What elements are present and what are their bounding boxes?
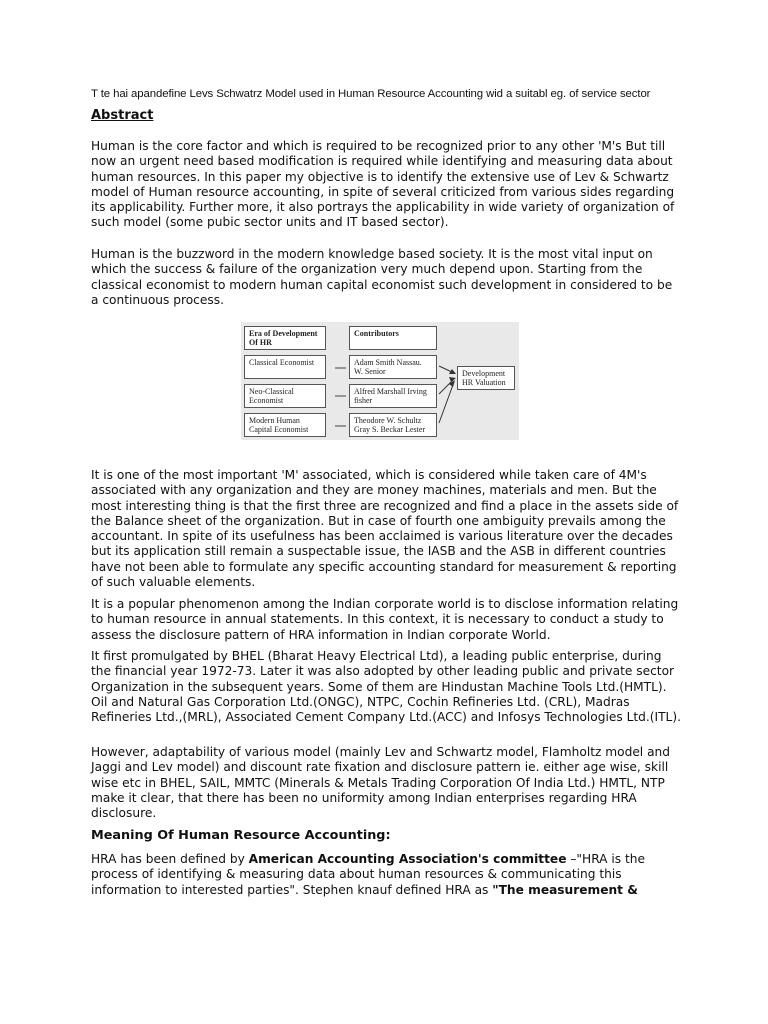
contributor-neo-classical: Alfred Marshall Irving fisher	[349, 384, 437, 408]
contributors-header: Contributors	[349, 326, 437, 350]
definition-prefix: HRA has been defined by	[91, 852, 249, 866]
definition-end: "The measurement &	[492, 882, 638, 897]
paragraph-1: Human is the core factor and which is required to be recognized prior to any other 'M's But till now an urgent need based modification is required while identifying and measuring data about human resources. In this paper my objective is to identify the extensive use of Lev & Schwartz model of Human resource accounting, in spite of several criticized from various sides regarding its applicability. Further more, it also portrays the applicability in wide variety of organization of such model (some pubic sector units and IT based sector).	[91, 139, 675, 230]
era-neo-classical: Neo-Classical Economist	[244, 384, 326, 408]
result-hr-valuation: Development HR Valuation	[457, 366, 515, 390]
contributor-classical: Adam Smith Nassau. W. Senior	[349, 355, 437, 379]
paragraph-3: It is one of the most important 'M' associated, which is considered while taken care of 4M's associated with any organization and they are money machines, materials and men. But the most interesting thing is that the first three are recognized and find a place in the assets side of the Balance sheet of the organization. But in case of fourth one ambiguity prevails among the accountant. In spite of its usefulness has been acclaimed is various literature over the decades but its application still remain a suspectable issue, the IASB and the ASB in different countries have not been able to formulate any specific accounting standard for measurement & reporting of such valuable elements.	[91, 468, 679, 590]
era-classical: Classical Economist	[244, 355, 326, 379]
paragraph-4: It is a popular phenomenon among the Indian corporate world is to disclose information relating to human resource in annual statements. In this context, it is necessary to conduct a study to assess the disclosure pattern of HRA information in Indian corporate World.	[91, 597, 679, 642]
era-modern: Modern Human Capital Economist	[244, 413, 326, 437]
paragraph-6: However, adaptability of various model (mainly Lev and Schwartz model, Flamholtz model and Jaggi and Lev model) and discount rate fixation and disclosure pattern ie. either age wise, skill wise etc in BHEL, SAIL, MMTC (Minerals & Metals Trading Corporation Of India Ltd.) HMTL, NTP make it clear, that there has been no uniformity among Indian enterprises regarding HRA disclosure.	[91, 745, 671, 821]
definition-org: American Accounting Association's committee	[248, 852, 567, 866]
hr-development-diagram	[241, 322, 519, 440]
paragraph-2: Human is the buzzword in the modern knowledge based society. It is the most vital input on which the success & failure of the organization very much depend upon. Starting from the classical economist to modern human capital economist such development in considered to be a continuous process.	[91, 247, 673, 307]
arrow-line	[439, 382, 454, 423]
paragraph-5: It first promulgated by BHEL (Bharat Heavy Electrical Ltd), a leading public enterprise, during the financial year 1972-73. Later it was also adopted by other leading public and private sector Organization in the subsequent years. Some of them are Hindustan Machine Tools Ltd.(HMTL). Oil and Natural Gas Corporation Ltd.(ONGC), NTPC, Cochin Refineries Ltd. (CRL), Madras Refineries Ltd.,(MRL), Associated Cement Company Ltd.(ACC) and Infosys Technologies Ltd.(ITL).	[91, 649, 681, 725]
question-title: T te hai apandefine Levs Schwatrz Model used in Human Resource Accounting wid a suitabl eg. of service sector	[91, 88, 651, 100]
meaning-heading: Meaning Of Human Resource Accounting:	[91, 828, 391, 843]
definition-middle: –"HRA is the process of identifying & measuring data about human resources & communicating this information to interested parties". Stephen knauf defined HRA as	[91, 852, 646, 897]
era-header: Era of Development Of HR	[244, 326, 326, 350]
arrowhead	[449, 377, 456, 382]
contributor-modern: Theodore W. Schultz Gray S. Beckar Lester	[349, 413, 437, 437]
definition-paragraph	[91, 852, 681, 898]
abstract-heading: Abstract	[91, 108, 154, 123]
